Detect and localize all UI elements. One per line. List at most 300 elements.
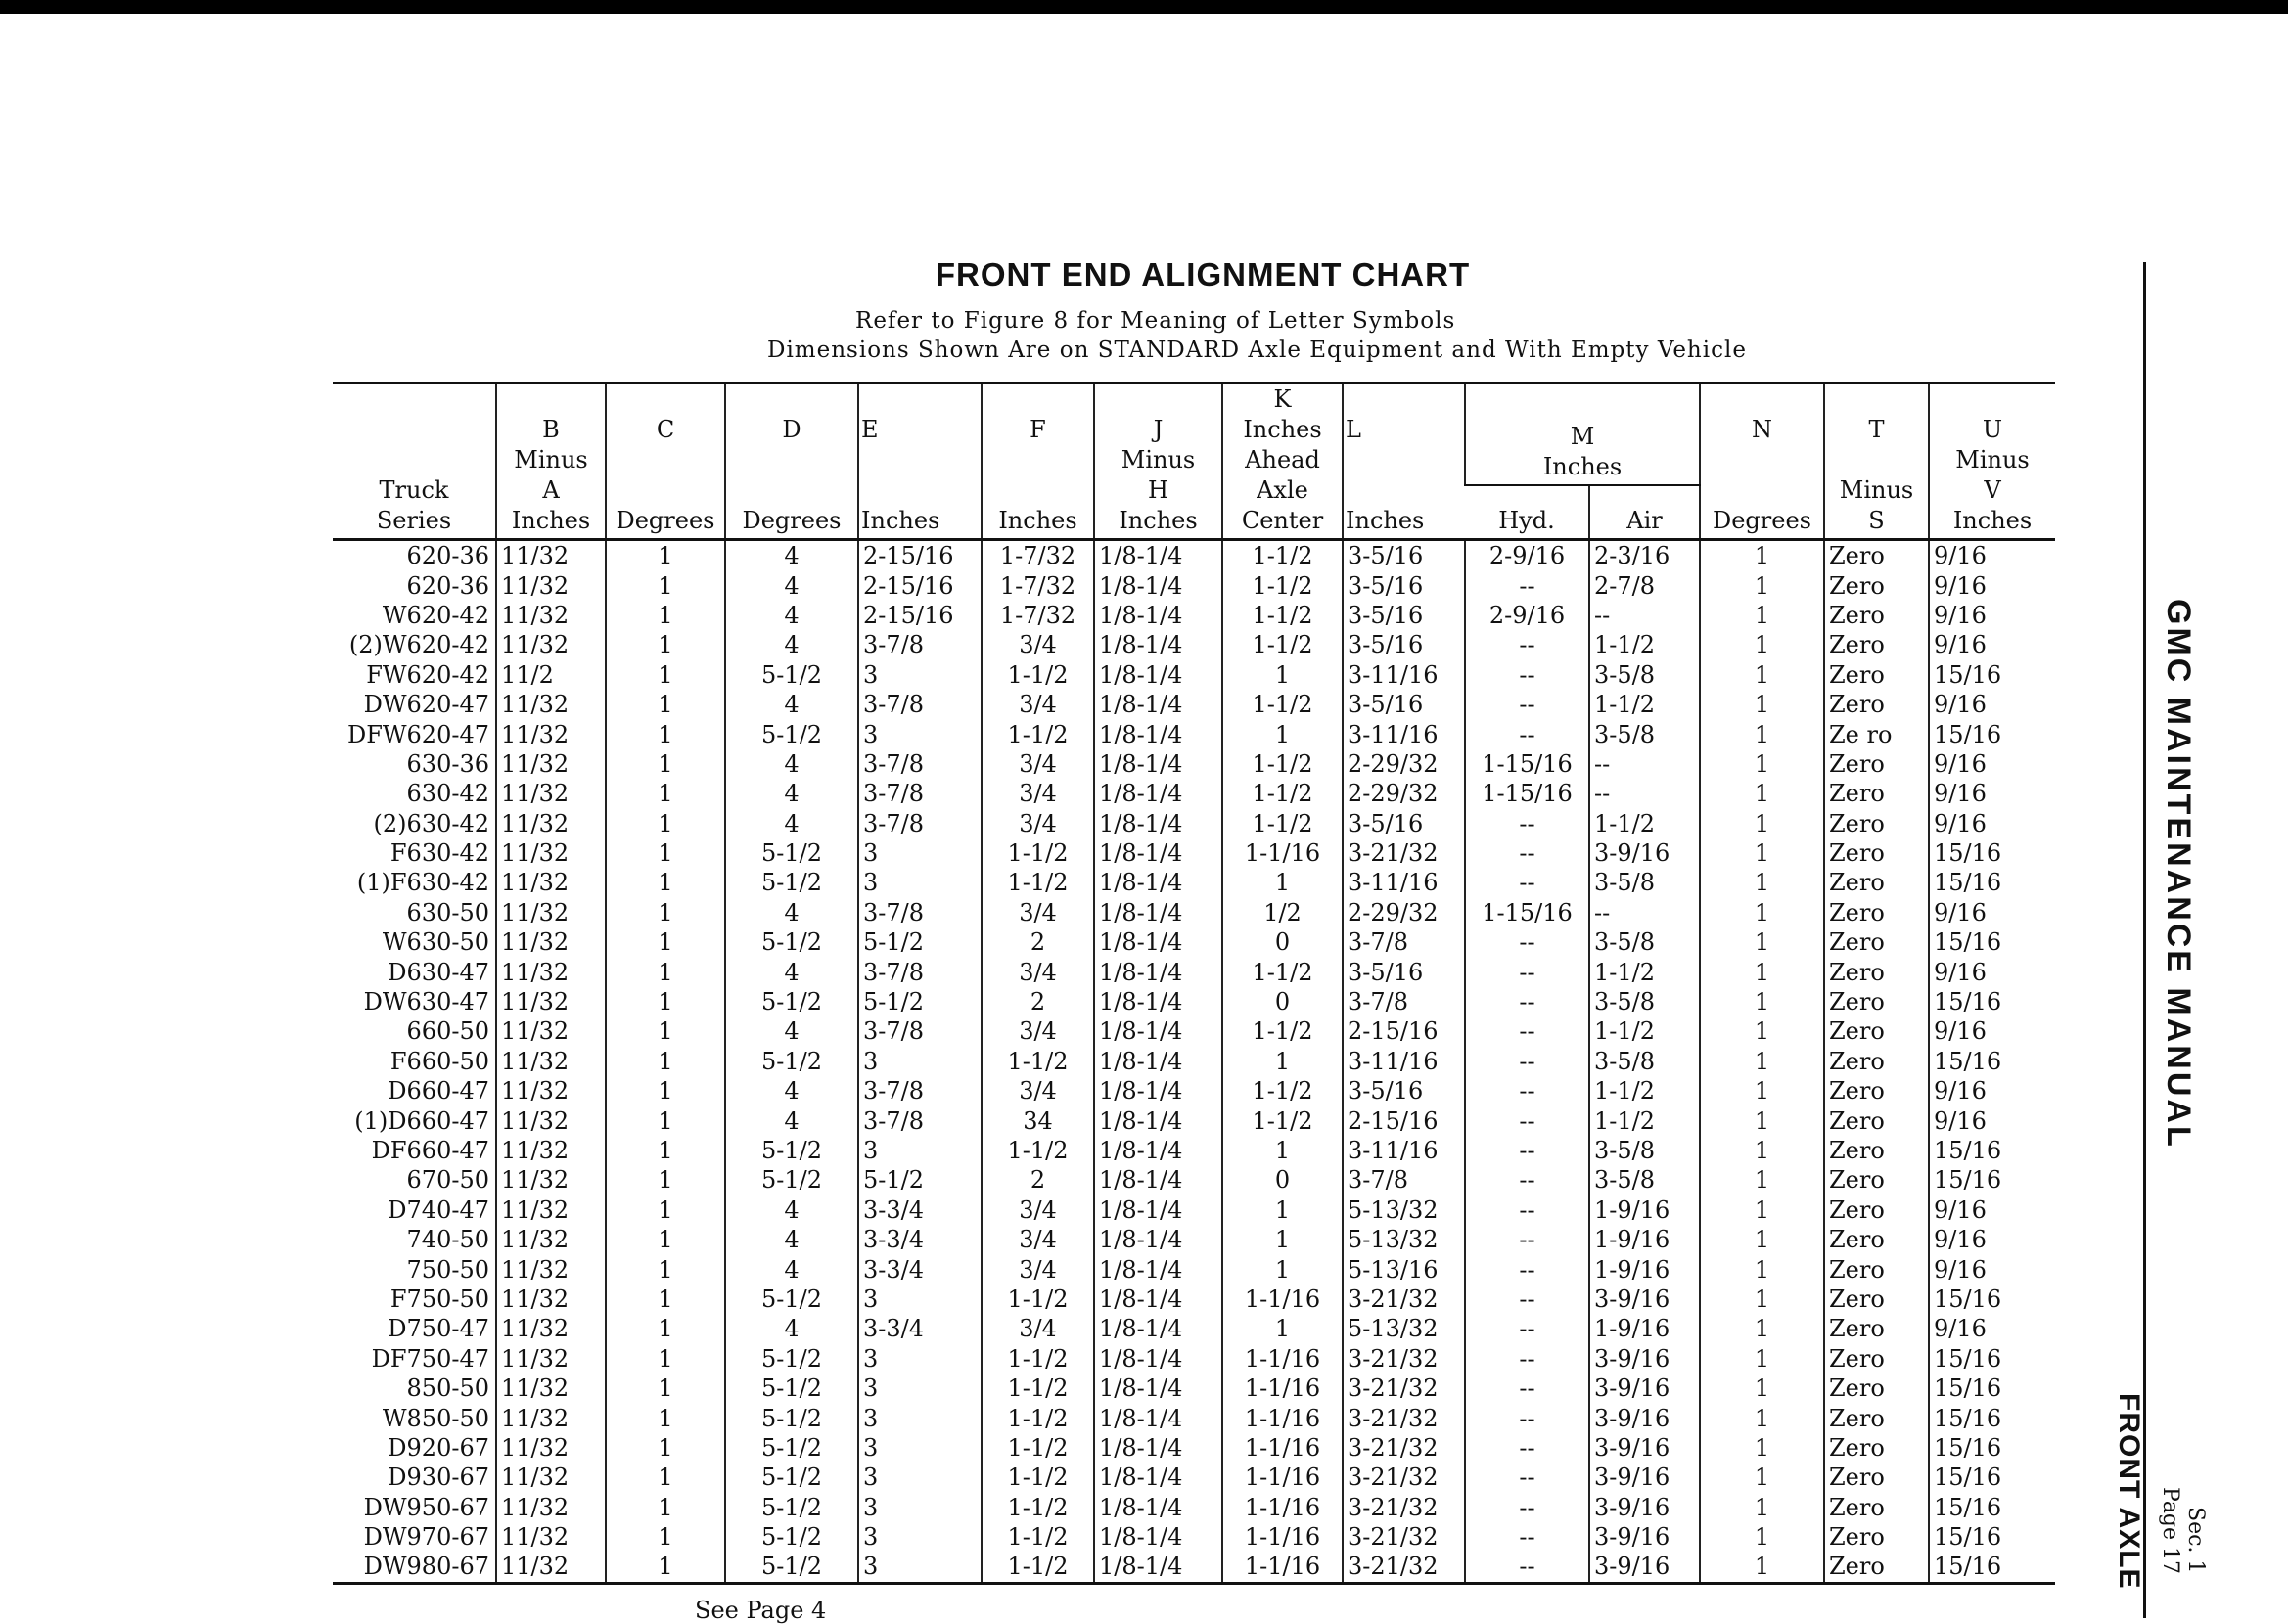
cell-b: 11/32: [496, 1136, 606, 1165]
cell-l: 3-21/32: [1343, 1374, 1465, 1403]
cell-d: 5-1/2: [725, 987, 858, 1016]
cell-b: 11/32: [496, 898, 606, 927]
cell-e: 3: [858, 838, 982, 868]
subtitle-1: Refer to Figure 8 for Meaning of Letter Symbols: [855, 308, 1456, 334]
cell-f: 2: [982, 987, 1094, 1016]
header-t: T Minus S: [1824, 383, 1929, 540]
cell-series: 740-50: [406, 1226, 489, 1254]
cell-l: 2-15/16: [1343, 1016, 1465, 1046]
cell-u: 9/16: [1929, 898, 2055, 927]
cell-series: 620-36: [406, 571, 489, 600]
cell-series: D740-47: [388, 1195, 489, 1224]
cell-d: 4: [725, 1076, 858, 1105]
cell-hyd: 2-9/16: [1465, 540, 1589, 571]
cell-e: 5-1/2: [858, 987, 982, 1016]
cell-b: 11/32: [496, 1076, 606, 1105]
cell-j: 1/8-1/4: [1094, 570, 1222, 600]
cell-n: 1: [1700, 540, 1824, 571]
cell-air: 1-9/16: [1589, 1195, 1700, 1225]
cell-b: 11/32: [496, 570, 606, 600]
cell-f: 3/4: [982, 690, 1094, 719]
cell-j: 1/8-1/4: [1094, 898, 1222, 927]
cell-n: 1: [1700, 1522, 1824, 1552]
cell-u: 9/16: [1929, 630, 2055, 659]
cell-hyd: --: [1465, 927, 1589, 957]
cell-l: 3-7/8: [1343, 987, 1465, 1016]
cell-j: 1/8-1/4: [1094, 1463, 1222, 1492]
cell-n: 1: [1700, 779, 1824, 808]
cell-air: 3-5/8: [1589, 1165, 1700, 1195]
cell-u: 9/16: [1929, 1254, 2055, 1284]
cell-j: 1/8-1/4: [1094, 779, 1222, 808]
cell-t: Zero: [1824, 779, 1929, 808]
cell-n: 1: [1700, 1076, 1824, 1105]
cell-f: 1-1/2: [982, 1344, 1094, 1374]
cell-air: 3-9/16: [1589, 1522, 1700, 1552]
cell-b: 11/32: [496, 1105, 606, 1135]
cell-n: 1: [1700, 927, 1824, 957]
cell-l: 2-29/32: [1343, 898, 1465, 927]
header-k: K Inches Ahead Axle Center: [1222, 383, 1343, 540]
table-row: [333, 957, 2055, 986]
cell-u: 9/16: [1929, 570, 2055, 600]
cell-f: 3/4: [982, 1016, 1094, 1046]
cell-hyd: --: [1465, 1374, 1589, 1403]
section-number: Sec. 1: [2183, 1507, 2208, 1574]
cell-c: 1: [606, 1047, 725, 1076]
cell-hyd: --: [1465, 1552, 1589, 1583]
cell-hyd: 1-15/16: [1465, 749, 1589, 779]
cell-c: 1: [606, 1105, 725, 1135]
cell-f: 1-1/2: [982, 1285, 1094, 1314]
table-row: [333, 1374, 2055, 1403]
cell-b: 11/32: [496, 1195, 606, 1225]
cell-f: 1-1/2: [982, 1047, 1094, 1076]
cell-u: 15/16: [1929, 868, 2055, 897]
cell-c: 1: [606, 957, 725, 986]
table-row: [333, 1552, 2055, 1583]
cell-t: Zero: [1824, 1076, 1929, 1105]
cell-k: 1-1/16: [1222, 1344, 1343, 1374]
cell-j: 1/8-1/4: [1094, 1076, 1222, 1105]
cell-l: 3-21/32: [1343, 1433, 1465, 1463]
cell-air: 1-9/16: [1589, 1314, 1700, 1343]
cell-j: 1/8-1/4: [1094, 1165, 1222, 1195]
cell-u: 15/16: [1929, 1374, 2055, 1403]
cell-b: 11/32: [496, 749, 606, 779]
cell-hyd: --: [1465, 1522, 1589, 1552]
cell-l: 3-5/16: [1343, 540, 1465, 571]
table-row: [333, 1136, 2055, 1165]
cell-n: 1: [1700, 957, 1824, 986]
header-j: J Minus H Inches: [1094, 383, 1222, 540]
cell-b: 11/32: [496, 1016, 606, 1046]
cell-n: 1: [1700, 601, 1824, 630]
cell-f: 1-7/32: [982, 540, 1094, 571]
cell-series: DW970-67: [363, 1523, 489, 1552]
header-b: B Minus A Inches: [496, 383, 606, 540]
cell-f: 1-1/2: [982, 1493, 1094, 1522]
cell-air: --: [1589, 779, 1700, 808]
cell-k: 1: [1222, 868, 1343, 897]
cell-u: 15/16: [1929, 1165, 2055, 1195]
cell-n: 1: [1700, 690, 1824, 719]
cell-air: 1-9/16: [1589, 1225, 1700, 1254]
cell-u: 15/16: [1929, 719, 2055, 748]
cell-c: 1: [606, 1254, 725, 1284]
cell-series: D750-47: [388, 1315, 489, 1343]
cell-e: 3: [858, 660, 982, 690]
cell-c: 1: [606, 1285, 725, 1314]
cell-c: 1: [606, 690, 725, 719]
cell-u: 15/16: [1929, 1403, 2055, 1432]
cell-t: Zero: [1824, 749, 1929, 779]
cell-c: 1: [606, 1493, 725, 1522]
cell-b: 11/32: [496, 1493, 606, 1522]
cell-k: 1-1/2: [1222, 1105, 1343, 1135]
cell-b: 11/32: [496, 957, 606, 986]
cell-b: 11/32: [496, 838, 606, 868]
cell-l: 3-5/16: [1343, 957, 1465, 986]
cell-series: W620-42: [382, 601, 489, 629]
cell-t: Zero: [1824, 1403, 1929, 1432]
cell-e: 3-7/8: [858, 749, 982, 779]
cell-series: DW980-67: [333, 1552, 496, 1583]
cell-u: 9/16: [1929, 540, 2055, 571]
cell-n: 1: [1700, 1374, 1824, 1403]
cell-e: 3-7/8: [858, 1016, 982, 1046]
cell-air: 1-1/2: [1589, 630, 1700, 659]
cell-l: 5-13/32: [1343, 1225, 1465, 1254]
cell-hyd: --: [1465, 838, 1589, 868]
cell-e: 3: [858, 1136, 982, 1165]
cell-hyd: --: [1465, 1344, 1589, 1374]
cell-c: 1: [606, 927, 725, 957]
cell-e: 3-7/8: [858, 1076, 982, 1105]
cell-d: 5-1/2: [725, 1493, 858, 1522]
cell-n: 1: [1700, 1165, 1824, 1195]
cell-c: 1: [606, 1403, 725, 1432]
cell-air: 3-5/8: [1589, 1136, 1700, 1165]
cell-d: 5-1/2: [725, 1552, 858, 1583]
cell-series: DF750-47: [371, 1344, 489, 1373]
header-m: M Inches: [1465, 383, 1700, 486]
cell-hyd: --: [1465, 1047, 1589, 1076]
cell-hyd: --: [1465, 1314, 1589, 1343]
cell-series: D920-67: [388, 1433, 489, 1462]
cell-d: 4: [725, 749, 858, 779]
cell-c: 1: [606, 1136, 725, 1165]
cell-series: F660-50: [389, 1047, 489, 1075]
cell-j: 1/8-1/4: [1094, 927, 1222, 957]
cell-t: Zero: [1824, 838, 1929, 868]
cell-d: 5-1/2: [725, 1047, 858, 1076]
cell-u: 15/16: [1929, 987, 2055, 1016]
cell-j: 1/8-1/4: [1094, 987, 1222, 1016]
cell-t: Zero: [1824, 1522, 1929, 1552]
cell-k: 1: [1222, 1254, 1343, 1284]
cell-hyd: --: [1465, 1285, 1589, 1314]
cell-k: 1/2: [1222, 898, 1343, 927]
cell-b: 11/2: [496, 660, 606, 690]
table-row: [333, 1522, 2055, 1552]
cell-j: 1/8-1/4: [1094, 540, 1222, 571]
cell-series: (2)630-42: [373, 809, 489, 837]
table-row: [333, 1076, 2055, 1105]
cell-k: 1-1/2: [1222, 601, 1343, 630]
cell-series: (1)D660-47: [354, 1106, 489, 1135]
cell-l: 3-5/16: [1343, 601, 1465, 630]
table-row: [333, 1433, 2055, 1463]
cell-u: 15/16: [1929, 1344, 2055, 1374]
cell-t: Zero: [1824, 1195, 1929, 1225]
cell-n: 1: [1700, 1136, 1824, 1165]
page-title: [0, 256, 2288, 293]
cell-hyd: --: [1465, 1463, 1589, 1492]
cell-n: 1: [1700, 1433, 1824, 1463]
cell-e: 3: [858, 719, 982, 748]
cell-j: 1/8-1/4: [1094, 1047, 1222, 1076]
cell-air: 3-9/16: [1589, 1493, 1700, 1522]
cell-air: 1-1/2: [1589, 1105, 1700, 1135]
cell-f: 3/4: [982, 957, 1094, 986]
cell-hyd: --: [1465, 1403, 1589, 1432]
table-row: [333, 570, 2055, 600]
cell-b: 11/32: [496, 1433, 606, 1463]
cell-n: 1: [1700, 1016, 1824, 1046]
table-row: [333, 1285, 2055, 1314]
cell-f: 3/4: [982, 1314, 1094, 1343]
cell-air: 3-9/16: [1589, 1344, 1700, 1374]
cell-hyd: --: [1465, 1195, 1589, 1225]
cell-air: 3-5/8: [1589, 1047, 1700, 1076]
cell-b: 11/32: [496, 1165, 606, 1195]
cell-f: 3/4: [982, 779, 1094, 808]
cell-c: 1: [606, 1552, 725, 1583]
cell-j: 1/8-1/4: [1094, 1374, 1222, 1403]
cell-n: 1: [1700, 1254, 1824, 1284]
cell-d: 5-1/2: [725, 1136, 858, 1165]
table-row: [333, 898, 2055, 927]
table-row: [333, 987, 2055, 1016]
table-row: [333, 749, 2055, 779]
side-title: GMC MAINTENANCE MANUAL: [2160, 599, 2197, 1150]
cell-d: 4: [725, 630, 858, 659]
cell-air: 3-9/16: [1589, 1285, 1700, 1314]
cell-n: 1: [1700, 838, 1824, 868]
header-u: U Minus V Inches: [1929, 383, 2055, 540]
cell-t: Zero: [1824, 809, 1929, 838]
cell-hyd: --: [1465, 1433, 1589, 1463]
table-row: [333, 1314, 2055, 1343]
table-row: [333, 809, 2055, 838]
cell-air: --: [1589, 749, 1700, 779]
cell-e: 5-1/2: [858, 927, 982, 957]
cell-d: 4: [725, 1016, 858, 1046]
cell-c: 1: [606, 1225, 725, 1254]
cell-e: 3-3/4: [858, 1314, 982, 1343]
cell-k: 1-1/16: [1222, 1522, 1343, 1552]
cell-b: 11/32: [496, 1344, 606, 1374]
cell-j: 1/8-1/4: [1094, 1552, 1222, 1583]
cell-d: 4: [725, 809, 858, 838]
table-row: [333, 1016, 2055, 1046]
cell-air: 1-1/2: [1589, 690, 1700, 719]
cell-e: 3-7/8: [858, 957, 982, 986]
cell-l: 5-13/32: [1343, 1314, 1465, 1343]
cell-b: 11/32: [496, 779, 606, 808]
alignment-table: [333, 382, 2055, 1585]
cell-series: 630-50: [406, 898, 489, 926]
cell-k: 1-1/2: [1222, 749, 1343, 779]
cell-u: 9/16: [1929, 1195, 2055, 1225]
cell-k: 1-1/2: [1222, 630, 1343, 659]
cell-air: 3-9/16: [1589, 1463, 1700, 1492]
cell-j: 1/8-1/4: [1094, 749, 1222, 779]
cell-u: 9/16: [1929, 1105, 2055, 1135]
cell-u: 9/16: [1929, 690, 2055, 719]
cell-l: 3-11/16: [1343, 1136, 1465, 1165]
cell-k: 1-1/16: [1222, 1493, 1343, 1522]
cell-n: 1: [1700, 1105, 1824, 1135]
cell-l: 3-5/16: [1343, 809, 1465, 838]
cell-t: Zero: [1824, 898, 1929, 927]
cell-k: 1-1/2: [1222, 957, 1343, 986]
cell-j: 1/8-1/4: [1094, 1344, 1222, 1374]
cell-e: 2-15/16: [858, 601, 982, 630]
header-n: N Degrees: [1700, 383, 1824, 540]
cell-hyd: --: [1465, 1165, 1589, 1195]
cell-f: 34: [982, 1105, 1094, 1135]
cell-j: 1/8-1/4: [1094, 1493, 1222, 1522]
cell-e: 3: [858, 868, 982, 897]
cell-hyd: --: [1465, 1076, 1589, 1105]
cell-f: 3/4: [982, 898, 1094, 927]
cell-d: 5-1/2: [725, 1463, 858, 1492]
cell-series: W630-50: [382, 928, 489, 957]
cell-hyd: --: [1465, 1016, 1589, 1046]
cell-n: 1: [1700, 1552, 1824, 1583]
cell-f: 1-1/2: [982, 1136, 1094, 1165]
cell-j: 1/8-1/4: [1094, 1136, 1222, 1165]
cell-d: 4: [725, 957, 858, 986]
cell-f: 3/4: [982, 749, 1094, 779]
cell-b: 11/32: [496, 1285, 606, 1314]
cell-e: 3: [858, 1493, 982, 1522]
table-row: [333, 779, 2055, 808]
cell-k: 1: [1222, 1195, 1343, 1225]
cell-d: 5-1/2: [725, 1285, 858, 1314]
cell-b: 11/32: [496, 868, 606, 897]
cell-d: 5-1/2: [725, 868, 858, 897]
cell-d: 4: [725, 601, 858, 630]
cell-t: Zero: [1824, 570, 1929, 600]
cell-hyd: 1-15/16: [1465, 779, 1589, 808]
cell-u: 9/16: [1929, 1076, 2055, 1105]
cell-u: 15/16: [1929, 1552, 2055, 1583]
cell-air: --: [1589, 601, 1700, 630]
section-title: FRONT AXLE: [2113, 1393, 2145, 1590]
cell-e: 3-7/8: [858, 779, 982, 808]
cell-t: Zero: [1824, 540, 1929, 571]
cell-l: 3-21/32: [1343, 1463, 1465, 1492]
cell-n: 1: [1700, 660, 1824, 690]
cell-f: 1-1/2: [982, 1374, 1094, 1403]
cell-e: 3: [858, 1522, 982, 1552]
cell-u: 15/16: [1929, 1463, 2055, 1492]
cell-series: (1)F630-42: [356, 869, 489, 897]
table-row: [333, 690, 2055, 719]
cell-t: Zero: [1824, 1016, 1929, 1046]
cell-hyd: --: [1465, 987, 1589, 1016]
cell-k: 1-1/2: [1222, 809, 1343, 838]
cell-n: 1: [1700, 1493, 1824, 1522]
cell-t: Zero: [1824, 630, 1929, 659]
cell-l: 5-13/16: [1343, 1254, 1465, 1284]
cell-air: 3-9/16: [1589, 1433, 1700, 1463]
cell-l: 2-29/32: [1343, 749, 1465, 779]
table-row: [333, 838, 2055, 868]
cell-d: 5-1/2: [725, 1344, 858, 1374]
cell-j: 1/8-1/4: [1094, 690, 1222, 719]
cell-t: Zero: [1824, 1493, 1929, 1522]
cell-t: Zero: [1824, 601, 1929, 630]
cell-e: 3: [858, 1403, 982, 1432]
cell-t: Zero: [1824, 1105, 1929, 1135]
cell-n: 1: [1700, 898, 1824, 927]
cell-f: 1-1/2: [982, 868, 1094, 897]
cell-c: 1: [606, 1076, 725, 1105]
cell-d: 4: [725, 1254, 858, 1284]
cell-u: 9/16: [1929, 1314, 2055, 1343]
cell-f: 1-1/2: [982, 1463, 1094, 1492]
cell-e: 3-7/8: [858, 690, 982, 719]
cell-b: 11/32: [496, 719, 606, 748]
table-row: [333, 660, 2055, 690]
cell-d: 5-1/2: [725, 1374, 858, 1403]
cell-j: 1/8-1/4: [1094, 868, 1222, 897]
cell-b: 11/32: [496, 1047, 606, 1076]
cell-f: 1-1/2: [982, 1403, 1094, 1432]
header-e: E Inches: [858, 383, 982, 540]
cell-d: 4: [725, 1225, 858, 1254]
table-row: [333, 1463, 2055, 1492]
cell-k: 1-1/16: [1222, 1433, 1343, 1463]
cell-n: 1: [1700, 570, 1824, 600]
table-row: [333, 1344, 2055, 1374]
cell-air: --: [1589, 898, 1700, 927]
cell-series: DF660-47: [371, 1137, 489, 1164]
cell-c: 1: [606, 809, 725, 838]
cell-b: 11/32: [496, 987, 606, 1016]
cell-series: (2)W620-42: [348, 631, 489, 659]
cell-n: 1: [1700, 1047, 1824, 1076]
cell-e: 3-3/4: [858, 1254, 982, 1284]
cell-c: 1: [606, 1016, 725, 1046]
cell-u: 15/16: [1929, 1136, 2055, 1165]
table-row: [333, 1165, 2055, 1195]
cell-u: 15/16: [1929, 1047, 2055, 1076]
cell-f: 3/4: [982, 1225, 1094, 1254]
cell-series: D930-67: [388, 1464, 489, 1492]
cell-air: 1-1/2: [1589, 957, 1700, 986]
cell-series: 750-50: [406, 1255, 489, 1284]
cell-t: Zero: [1824, 1314, 1929, 1343]
table-row: [333, 1105, 2055, 1135]
cell-hyd: --: [1465, 957, 1589, 986]
cell-f: 2: [982, 1165, 1094, 1195]
cell-f: 1-7/32: [982, 570, 1094, 600]
